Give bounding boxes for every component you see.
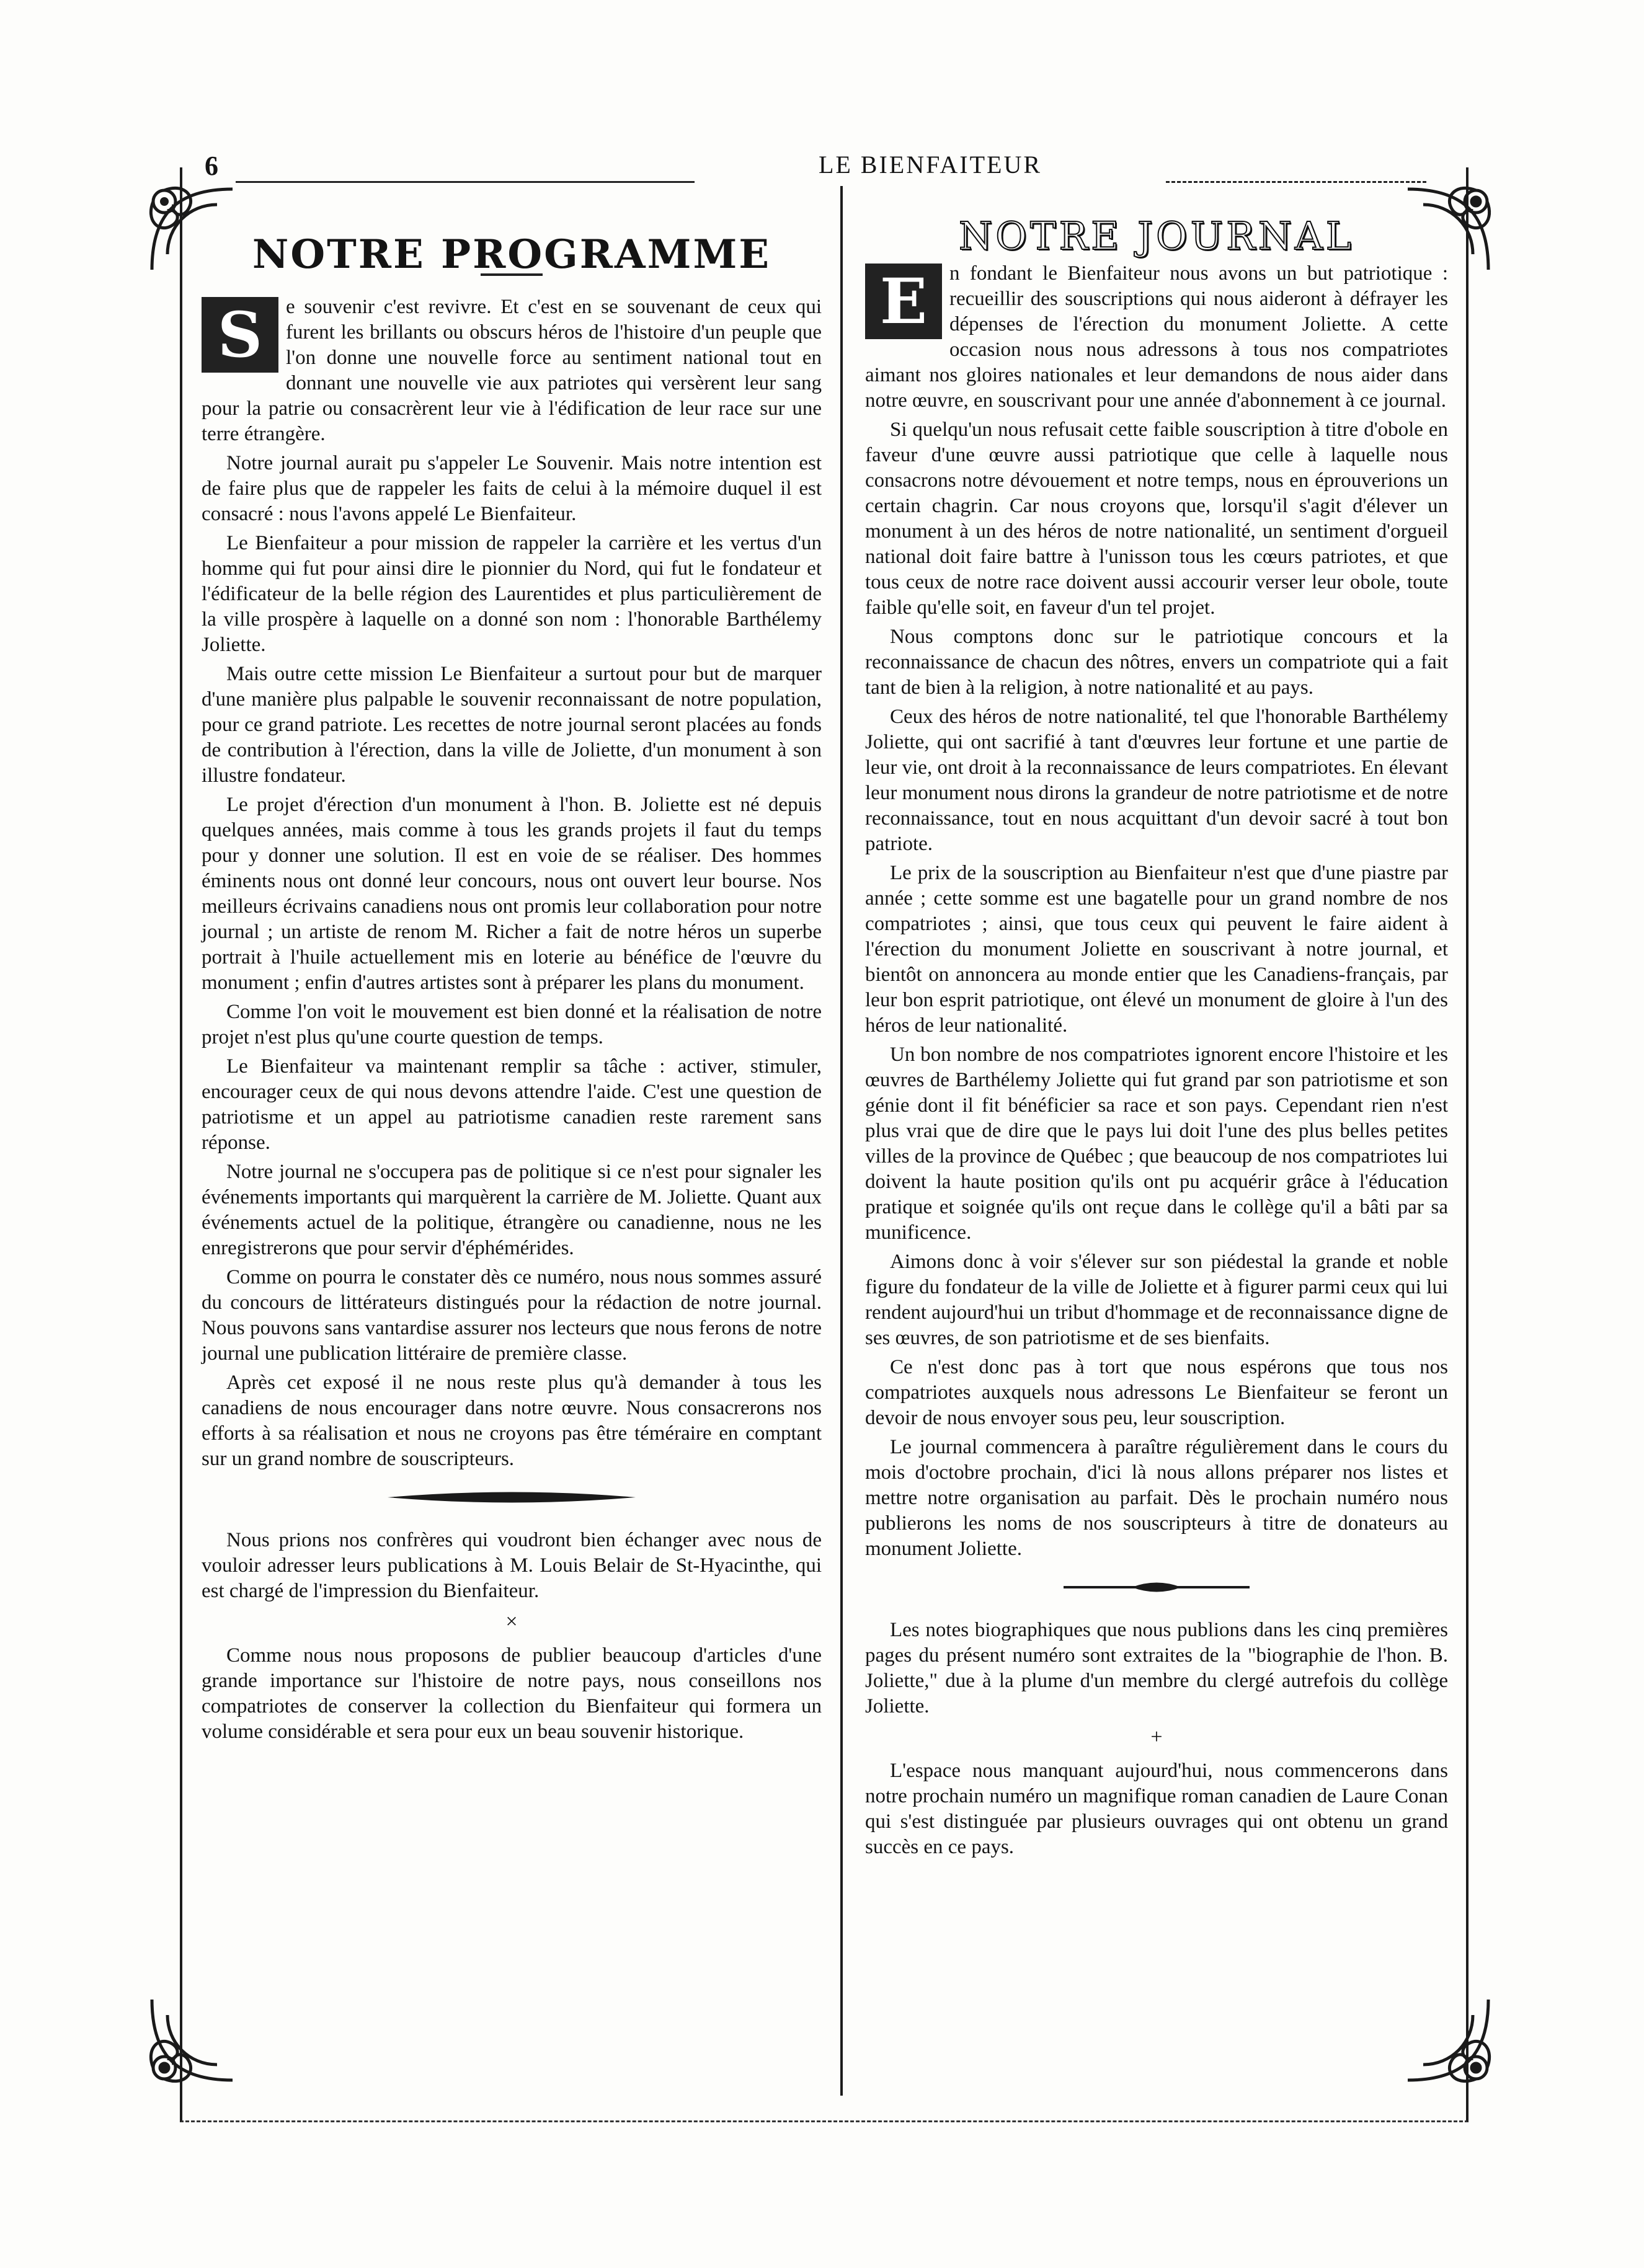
- article-paragraph: S e souvenir c'est revivre. Et c'est en se souvenant de ceux qui furent les brillants ou obscurs héros de l'histoire d'un peuple que l'on donne une nouvelle force au sentiment national tout en donnant une nouvelle vie aux patriotes qui versèrent leur sang pour la patrie ou consacrèrent leur vie à l'édification de leur race sur une terre étrangère.: [202, 296, 822, 445]
- page-number: 6: [205, 151, 218, 181]
- notice-paragraph: Comme nous nous proposons de publier beaucoup d'articles d'une grande importance sur l'histoire de notre pays, nous conseillons nos compatriotes de conserver la collection du Bienfaiteur qui formera un volume considérable et sera pour eux un beau souvenir historique.: [202, 1644, 822, 1743]
- column-divider: [840, 186, 843, 2096]
- article-paragraph: Le journal commencera à paraître régulièrement dans le cours du mois d'octobre prochain, d'ici là nous allons préparer nos listes et mettre notre organisation au parfait. Dès le prochain numéro nous publierons les noms de nos souscripteurs à titre de donateurs au monument Joliette.: [865, 1436, 1448, 1560]
- floral-corner-ornament-icon: [1395, 1987, 1501, 2093]
- article-paragraph: Notre journal ne s'occupera pas de politique si ce n'est pour signaler les événements importants qui marquèrent la carrière de M. Joliette. Quant aux événements actuel de la politique, étrangère ou canadienne, nous ne les enregistrerons que pour servir d'éphémérides.: [202, 1161, 822, 1259]
- section-mark: +: [1150, 1725, 1163, 1748]
- rule-ornament-icon: [865, 1578, 1448, 1597]
- notice-paragraph: L'espace nous manquant aujourd'hui, nous commencerons dans notre prochain numéro un magnifique roman canadien de Laure Conan qui s'est distinguée par plusieurs ouvrages qui ont obtenu un grand succès en ce pays.: [865, 1760, 1448, 1858]
- article-paragraph: Comme on pourra le constater dès ce numéro, nous nous sommes assuré du concours de littérateurs distingués pour la rédaction de notre journal. Nous pouvons sans vantardise assurer nos lecteurs que nous ferons de notre journal une publication littéraire de première classe.: [202, 1266, 822, 1365]
- article-paragraph: Mais outre cette mission Le Bienfaiteur a surtout pour but de marquer d'une manière plus palpable le souvenir reconnaissant de notre population, pour ce grand patriote. Les recettes de notre journal seront placées au fonds de contribution à l'érection, dans la ville de Joliette, d'un monument à son illustre fondateur.: [202, 663, 822, 787]
- rule-ornament-icon: [202, 1488, 822, 1507]
- section-mark: ×: [505, 1610, 518, 1633]
- article-paragraph: Aimons donc à voir s'élever sur son piédestal la grande et noble figure du fondateur de la ville de Joliette et à figurer parmi ceux qui lui rendent aujourd'hui un tribut d'hommage et de reconnaissance digne de ses œuvres, de son patriotisme et de ses bienfaits.: [865, 1251, 1448, 1349]
- left-column: [202, 223, 822, 1748]
- notice-block: [865, 1618, 1448, 1860]
- drop-cap: E: [865, 264, 942, 339]
- floral-corner-ornament-icon: [140, 1987, 245, 2093]
- article-paragraph: Si quelqu'un nous refusait cette faible souscription à titre d'obole en faveur d'une œuvre aussi patriotique que celle à laquelle nous consacrons notre dévouement et notre temps, nous en éprouverions un certain chagrin. Car nous croyons que, lorsqu'il s'agit d'élever un monument à un des héros de notre nationalité, un sentiment d'orgueil national doit faire battre à l'unisson tous les cœurs patriotes, et que tous ceux de notre race doivent aussi accourir verser leur obole, toute faible qu'elle soit, en faveur d'un tel projet.: [865, 419, 1448, 619]
- article-paragraph: Nous comptons donc sur le patriotique concours et la reconnaissance de chacun des nôtres, envers un compatriote qui a fait tant de bien à la religion, à notre nationalité et au pays.: [865, 626, 1448, 699]
- article-paragraph: Après cet exposé il ne nous reste plus qu'à demander à tous les canadiens de nous encourager dans notre œuvre. Nous consacrerons nos efforts à sa réalisation et nous ne croyons pas être téméraire en comptant sur un grand nombre de souscripteurs.: [202, 1371, 822, 1470]
- article-paragraph: Ceux des héros de notre nationalité, tel que l'honorable Barthélemy Joliette, qui ont sacrifié à tant d'œuvres leur fortune et une partie de leur vie, ont droit à la reconnaissance de leurs compatriotes. En élevant leur monument nous dirons la grandeur de notre patriotisme et de notre reconnaissance, tout en nous acquittant d'un devoir sacré à tout bon patriote.: [865, 706, 1448, 855]
- article-paragraph: Un bon nombre de nos compatriotes ignorent encore l'histoire et les œuvres de Barthélemy Joliette qui fut grand par son patriotisme et son génie dont il fit bénéficier sa race et son pays. Cependant rien n'est plus vrai que de dire que le pays lui doit l'une des plus belles petites villes de la province de Québec ; que beaucoup de nos compatriotes lui doivent la haute position qu'ils ont pu acquérir grâce à l'éducation pratique et soignée qu'ils ont reçue dans le collège qu'il a bâti par sa munificence.: [865, 1043, 1448, 1244]
- notice-paragraph: Nous prions nos confrères qui voudront bien échanger avec nous de vouloir adresser leurs publications à M. Louis Belair de St-Hyacinthe, qui est chargé de l'impression du Bienfaiteur.: [202, 1529, 822, 1602]
- drop-cap: S: [202, 297, 278, 373]
- article-title: NOTRE JOURNAL: [959, 213, 1354, 259]
- article-paragraph: Le Bienfaiteur va maintenant remplir sa tâche : activer, stimuler, encourager ceux de qui nous devons attendre l'aide. C'est une question de patriotisme et un appel au patriotisme canadien reste rarement sans réponse.: [202, 1055, 822, 1154]
- article-title: NOTRE PROGRAMME: [252, 231, 771, 278]
- right-column: [865, 213, 1448, 1864]
- notice-paragraph: Les notes biographiques que nous publions dans les cinq premières pages du présent numéro sont extraites de la "biographie de l'hon. B. Joliette," due à la plume d'un membre du clergé autrefois du collège Joliette.: [865, 1619, 1448, 1717]
- article-paragraph: Le prix de la souscription au Bienfaiteur n'est que d'une piastre par année ; cette somme est une bagatelle pour un grand nombre de nos compatriotes ; ainsi, que tous ceux qui peuvent le faire aident à l'érection du monument Joliette en souscrivant à notre journal, et bientôt on annoncera au monde entier que les Canadiens-français, par leur bon esprit patriotique, ont élevé un monument de gloire à l'un des héros de leur nationalité.: [865, 862, 1448, 1037]
- running-head: LE BIENFAITEUR: [818, 151, 1042, 179]
- article-paragraph: E n fondant le Bienfaiteur nous avons un but patriotique : recueillir des souscriptions qui nous aideront à défrayer les dépenses de l'érection du monument Joliette. A cette occasion nous nous adressons à tous nos compatriotes aimant nos gloires nationales et leur demandons de nous aider dans notre œuvre, en souscrivant pour une année d'abonnement à ce journal.: [865, 262, 1448, 412]
- notice-block: [202, 1528, 822, 1745]
- article-paragraph: Le projet d'érection d'un monument à l'hon. B. Joliette est né depuis quelques années, mais comme à tous les grands projets il faut du temps pour y donner une solution. Il est en voie de se réaliser. Des hommes éminents nous ont donné leur concours, nous ont ouvert leur bourse. Nos meilleurs écrivains canadiens nous ont promis leur collaboration pour notre journal ; un artiste de renom M. Richer a fait de notre héros un superbe portrait à l'huile actuellement mis en loterie au bénéfice de l'œuvre du monument ; enfin d'autres artistes sont à préparer les plans du monument.: [202, 794, 822, 994]
- article-paragraph: Ce n'est donc pas à tort que nous espérons que tous nos compatriotes auxquels nous adressons Le Bienfaiteur se feront un devoir de nous envoyer sous peu, leur souscription.: [865, 1356, 1448, 1429]
- article-paragraph: Notre journal aurait pu s'appeler Le Souvenir. Mais notre intention est de faire plus que de rappeler les faits de celui à la mémoire duquel il est consacré : nous l'avons appelé Le Bienfaiteur.: [202, 452, 822, 525]
- article-paragraph: Le Bienfaiteur a pour mission de rappeler la carrière et les vertus d'un homme qui fut pour ainsi dire le pionnier du Nord, qui fut le fondateur et l'édificateur de la belle région des Laurentides et plus particulièrement de la ville prospère à laquelle on a donné son nom : l'honorable Barthélemy Joliette.: [202, 532, 822, 656]
- article-paragraph: Comme l'on voit le mouvement est bien donné et la réalisation de notre projet n'est plus qu'une courte question de temps.: [202, 1001, 822, 1048]
